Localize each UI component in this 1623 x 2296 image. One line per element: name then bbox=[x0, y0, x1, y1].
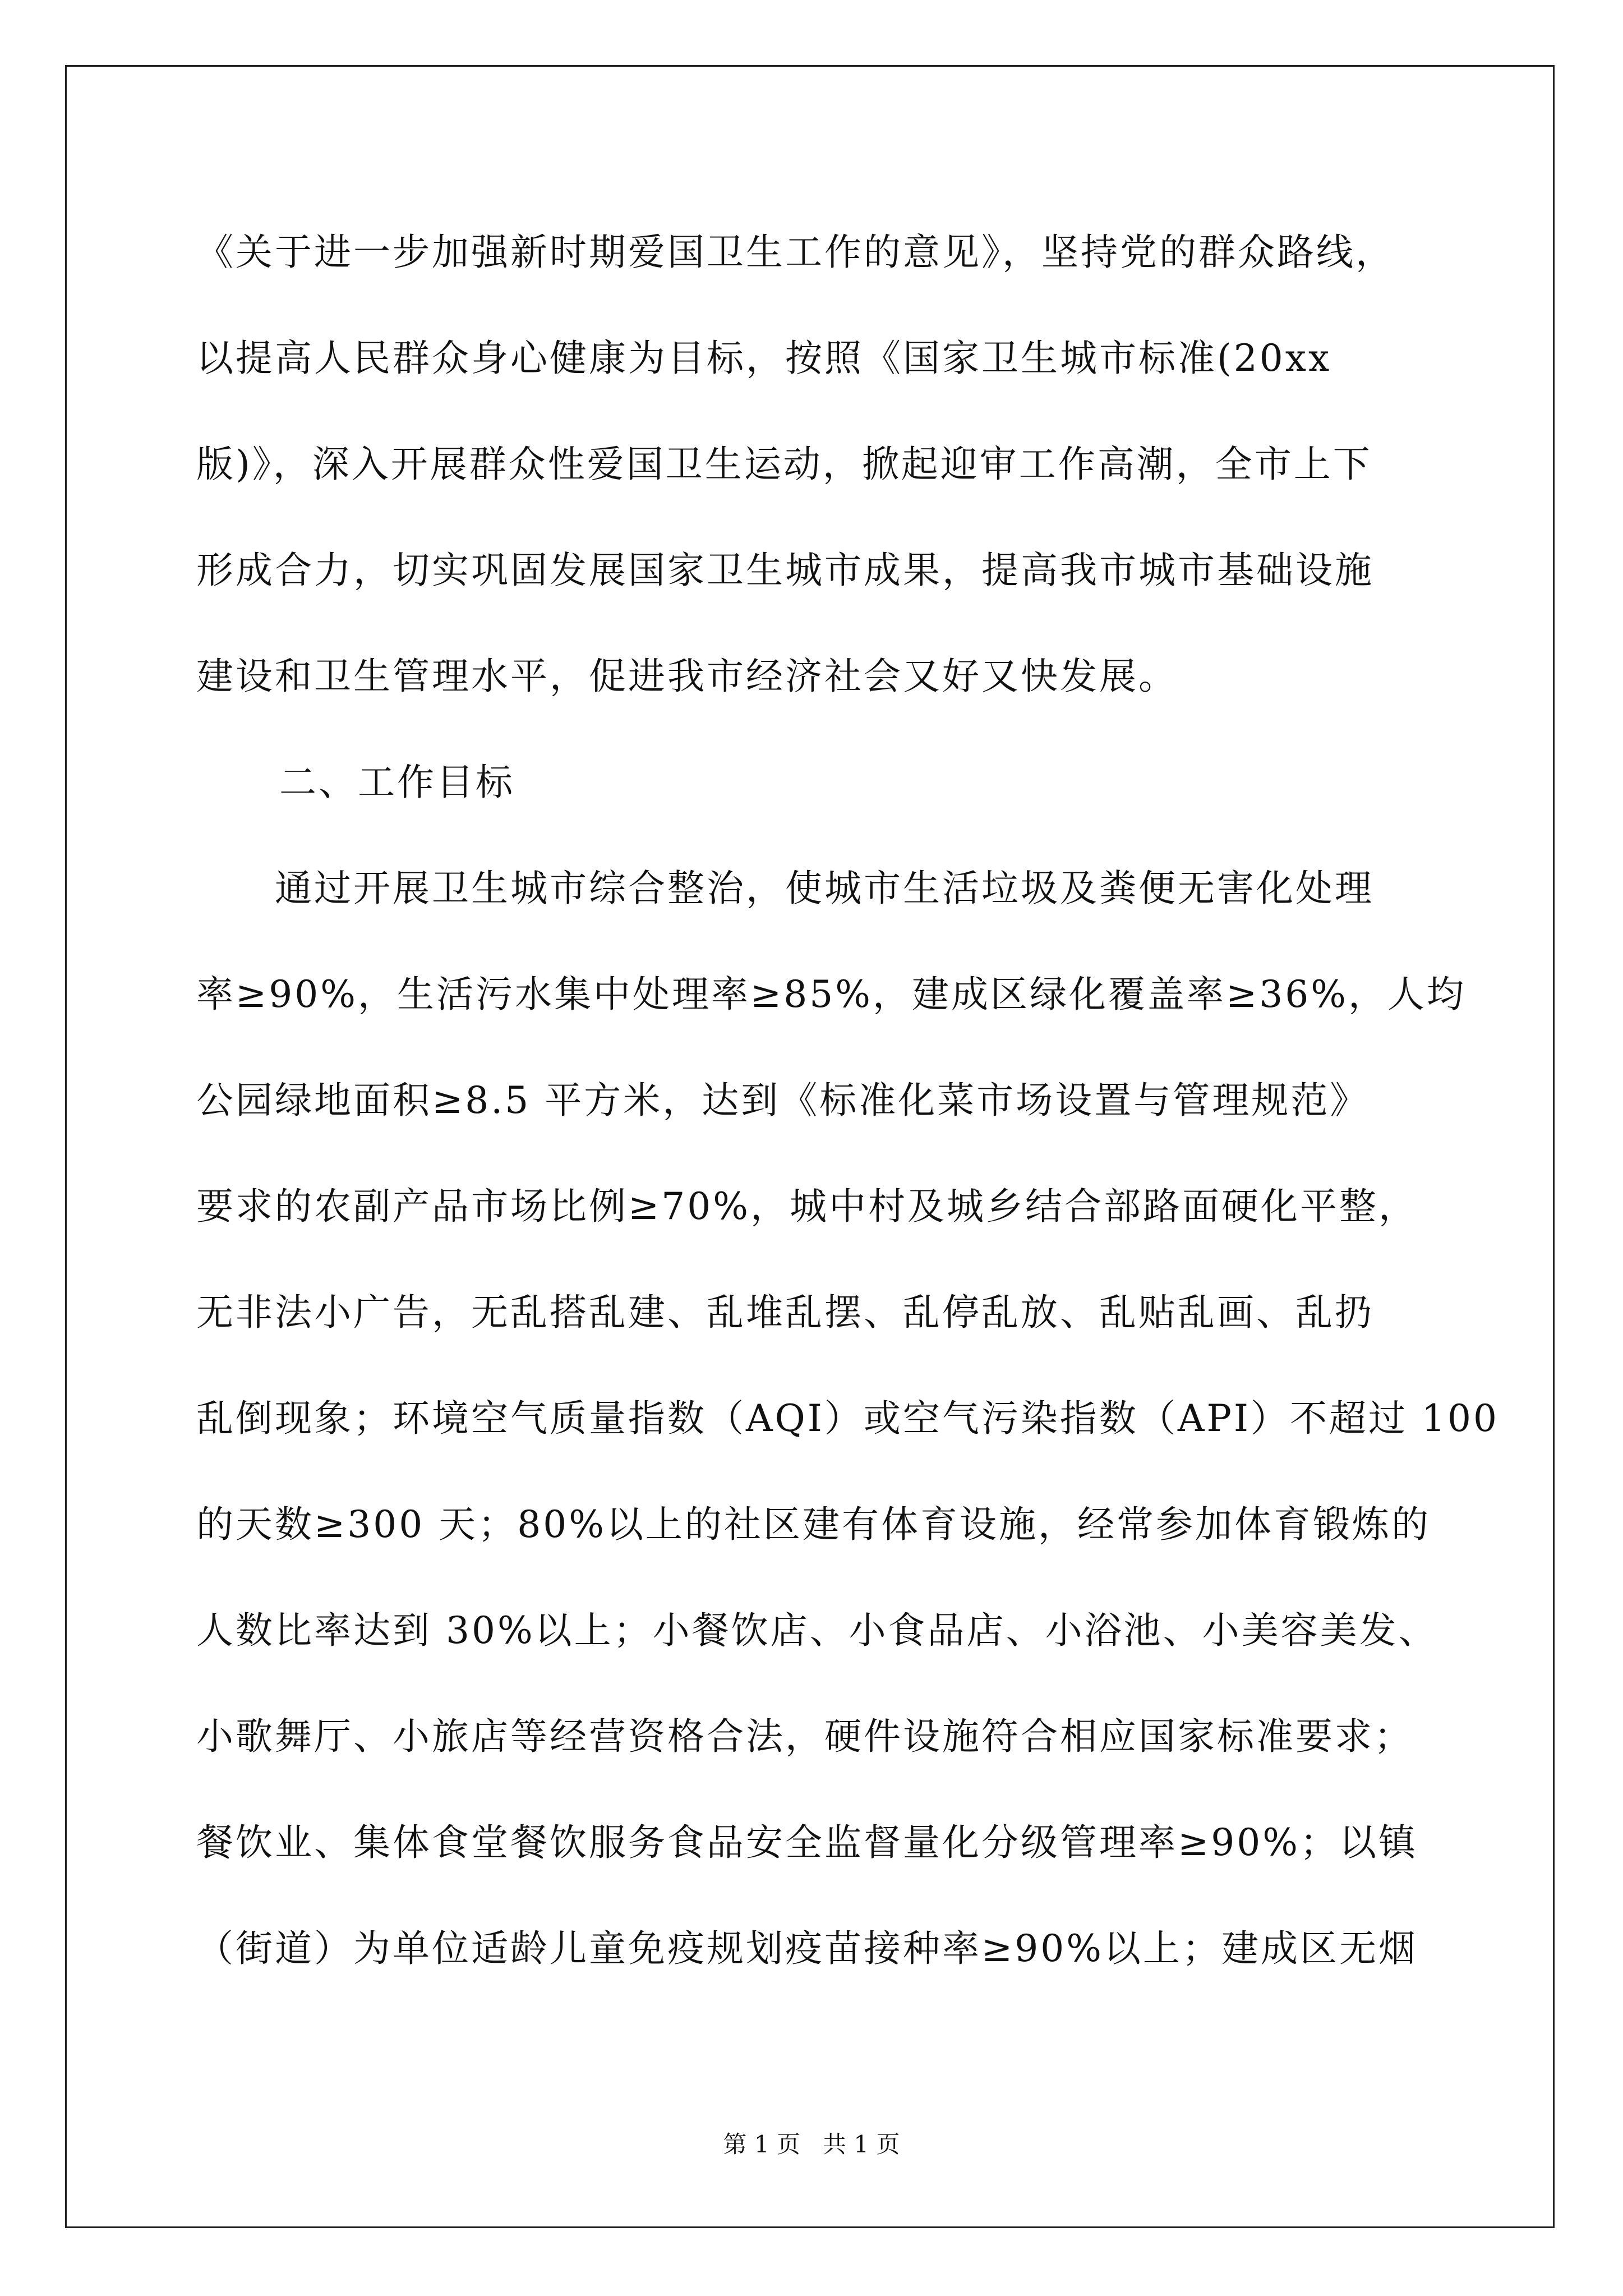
section-heading: 二、工作目标 bbox=[279, 761, 515, 804]
body-text-line: 通过开展卫生城市综合整治，使城市生活垃圾及粪便无害化处理 bbox=[275, 867, 1374, 910]
body-text-line: 餐饮业、集体食堂餐饮服务食品安全监督量化分级管理率≥90%；以镇 bbox=[196, 1821, 1418, 1864]
body-text-line: 版)》，深入开展群众性爱国卫生运动，掀起迎审工作高潮，全市上下 bbox=[196, 443, 1372, 486]
body-text-line: 以提高人民群众身心健康为目标，按照《国家卫生城市标准(20xx bbox=[196, 337, 1332, 380]
body-text-line: 要求的农副产品市场比例≥70%，城中村及城乡结合部路面硬化平整， bbox=[196, 1185, 1418, 1228]
body-text-line: 建设和卫生管理水平，促进我市经济社会又好又快发展。 bbox=[196, 655, 1178, 698]
body-text-line: 的天数≥300 天；80%以上的社区建有体育设施，经常参加体育锻炼的 bbox=[196, 1503, 1431, 1546]
body-text-line: 形成合力，切实巩固发展国家卫生城市成果，提高我市城市基础设施 bbox=[196, 549, 1374, 592]
body-text-line: 乱倒现象；环境空气质量指数（AQI）或空气污染指数（API）不超过 100 bbox=[196, 1397, 1499, 1440]
page-border bbox=[65, 65, 1555, 2228]
body-text-line: 公园绿地面积≥8.5 平方米，达到《标准化菜市场设置与管理规范》 bbox=[196, 1079, 1370, 1122]
body-text-line: 率≥90%，生活污水集中处理率≥85%，建成区绿化覆盖率≥36%，人均 bbox=[196, 973, 1466, 1016]
page-footer: 第 1 页 共 1 页 bbox=[723, 2131, 900, 2158]
body-text-line: （街道）为单位适龄儿童免疫规划疫苗接种率≥90%以上；建成区无烟 bbox=[196, 1927, 1418, 1970]
body-text-line: 小歌舞厅、小旅店等经营资格合法，硬件设施符合相应国家标准要求； bbox=[196, 1715, 1413, 1758]
body-text-line: 人数比率达到 30%以上；小餐饮店、小食品店、小浴池、小美容美发、 bbox=[196, 1609, 1438, 1652]
body-text-line: 无非法小广告，无乱搭乱建、乱堆乱摆、乱停乱放、乱贴乱画、乱扔 bbox=[196, 1291, 1374, 1334]
body-text-line: 《关于进一步加强新时期爱国卫生工作的意见》，坚持党的群众路线， bbox=[196, 231, 1395, 274]
